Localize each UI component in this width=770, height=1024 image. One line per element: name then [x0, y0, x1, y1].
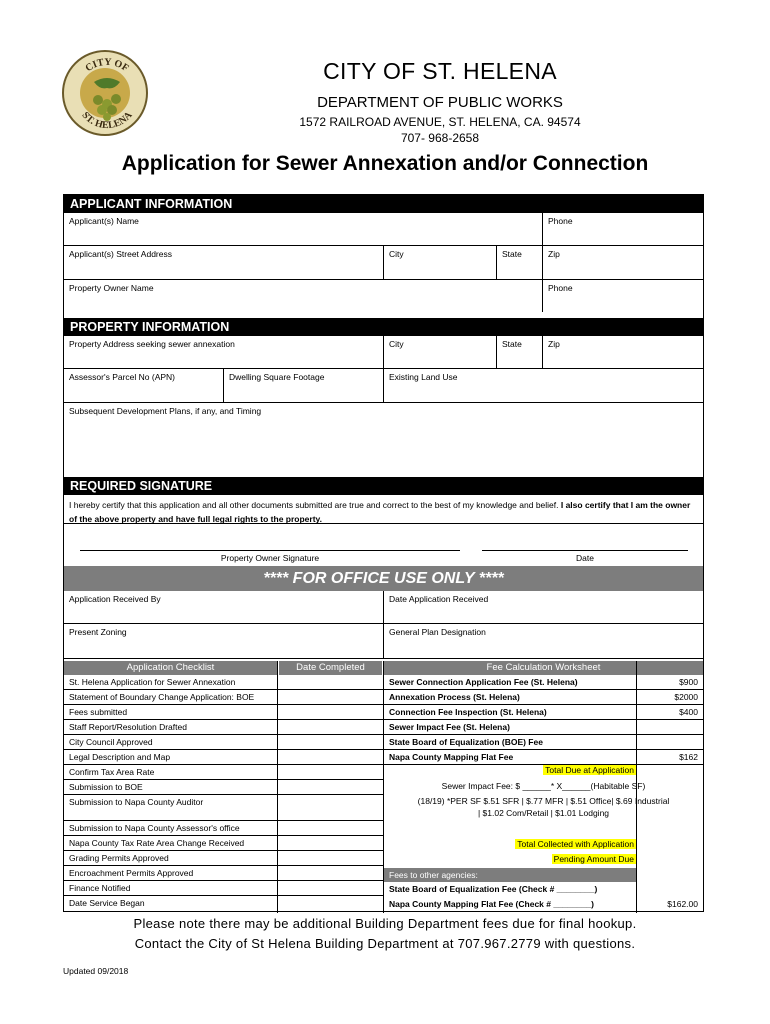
applicant-section-heading: APPLICANT INFORMATION — [64, 195, 703, 213]
checklist-item[interactable] — [64, 750, 383, 765]
column-divider — [277, 661, 278, 913]
property-city-label: City — [389, 339, 404, 349]
checklist-item-label: Legal Description and Map — [69, 752, 171, 762]
received-by-label: Application Received By — [69, 594, 161, 604]
footer-note-fees: Please note there may be additional Building Department fees due for final hookup. — [133, 916, 637, 931]
office-use-heading: **** FOR OFFICE USE ONLY **** — [64, 566, 703, 591]
pending-amount-label — [384, 854, 636, 864]
fee-amount — [636, 735, 703, 750]
fee-worksheet-heading: Fee Calculation Worksheet — [384, 661, 703, 675]
checklist-item-label: Submission to Napa County Assessor's office — [69, 823, 240, 833]
property-state-field[interactable] — [497, 336, 543, 369]
fee-row — [384, 690, 636, 705]
checklist-item-label: Encroachment Permits Approved — [69, 868, 194, 878]
amount-column-divider — [636, 661, 637, 913]
checklist-item[interactable] — [64, 795, 383, 821]
property-state-label: State — [502, 339, 522, 349]
applicant-city-field[interactable] — [384, 246, 497, 280]
other-agencies-heading: Fees to other agencies: — [384, 868, 636, 882]
fee-label: Napa County Mapping Flat Fee — [389, 752, 514, 762]
present-zoning-field[interactable] — [64, 624, 384, 659]
applicant-zip-label: Zip — [548, 249, 560, 259]
department-name: DEPARTMENT OF PUBLIC WORKS — [317, 94, 563, 111]
applicant-state-field[interactable] — [497, 246, 543, 280]
checklist-item[interactable] — [64, 705, 383, 720]
total-collected-text: Total Collected with Application — [517, 839, 634, 849]
city-seal-logo — [62, 50, 148, 136]
apn-label: Assessor's Parcel No (APN) — [69, 372, 176, 382]
seal-lettering — [64, 52, 150, 138]
applicant-zip-field[interactable] — [543, 246, 703, 280]
checklist-item-label: Confirm Tax Area Rate — [69, 767, 155, 777]
square-footage-field[interactable] — [224, 369, 384, 403]
fee-amount: $162 — [636, 750, 703, 765]
updated-date: Updated 09/2018 — [63, 966, 129, 976]
napa-check-amount: $162.00 — [667, 899, 698, 909]
pending-amount-text: Pending Amount Due — [553, 854, 634, 864]
department-address: 1572 RAILROAD AVENUE, ST. HELENA, CA. 94574 — [299, 115, 581, 129]
svg-text:ST. HELENA: ST. HELENA — [79, 109, 135, 132]
checklist-item[interactable] — [64, 765, 383, 780]
owner-phone-label: Phone — [548, 283, 573, 293]
date-received-field[interactable] — [384, 591, 703, 624]
fee-label: Sewer Connection Application Fee (St. Helena) — [389, 677, 578, 687]
owner-signature-line[interactable] — [80, 550, 460, 551]
applicant-state-label: State — [502, 249, 522, 259]
checklist-item-label: Statement of Boundary Change Application: BOE — [69, 692, 255, 702]
square-footage-label: Dwelling Square Footage — [229, 372, 325, 382]
checklist-item[interactable] — [64, 836, 383, 851]
total-due-label — [384, 765, 636, 775]
apn-field[interactable] — [64, 369, 224, 403]
fee-label: Annexation Process (St. Helena) — [389, 692, 520, 702]
fee-amount: $400 — [636, 705, 703, 720]
checklist-item-label: Grading Permits Approved — [69, 853, 169, 863]
application-form — [63, 194, 704, 912]
applicant-phone-label: Phone — [548, 216, 573, 226]
fee-amount — [636, 720, 703, 735]
signature-section-heading: REQUIRED SIGNATURE — [64, 477, 703, 495]
applicant-name-label: Applicant(s) Name — [69, 216, 139, 226]
fee-row — [384, 750, 636, 765]
existing-land-use-label: Existing Land Use — [389, 372, 458, 382]
applicant-street-label: Applicant(s) Street Address — [69, 249, 172, 259]
owner-phone-field[interactable] — [543, 280, 703, 312]
impact-fee-rates-cont: | $1.02 Com/Retail | $1.01 Lodging — [477, 808, 610, 818]
certification-owner-statement: I also certify that I am the owner of the above property and have full legal rights to the property. — [69, 500, 691, 524]
checklist-heading: Application Checklist — [64, 661, 277, 675]
department-phone: 707- 968-2658 — [400, 131, 480, 145]
form-title: Application for Sewer Annexation and/or Connection — [121, 152, 649, 175]
checklist-item[interactable] — [64, 851, 383, 866]
impact-fee-formula: Sewer Impact Fee: $ ______* X______(Habitable SF) — [441, 781, 646, 791]
checklist-item-label: St. Helena Application for Sewer Annexation — [69, 677, 236, 687]
divider — [64, 523, 703, 524]
total-due-text: Total Due at Application — [545, 765, 634, 775]
checklist-item-label: City Council Approved — [69, 737, 153, 747]
checklist-item-label: Fees submitted — [69, 707, 128, 717]
checklist-item[interactable] — [64, 896, 383, 913]
checklist-item[interactable] — [64, 720, 383, 735]
property-zip-label: Zip — [548, 339, 560, 349]
applicant-name-field[interactable] — [64, 213, 543, 246]
owner-signature-label: Property Owner Signature — [220, 553, 320, 563]
checklist-item[interactable] — [64, 821, 383, 836]
applicant-street-field[interactable] — [64, 246, 384, 280]
present-zoning-label: Present Zoning — [69, 627, 127, 637]
checklist-item-label: Napa County Tax Rate Area Change Received — [69, 838, 245, 848]
fee-row — [384, 720, 636, 735]
property-section-heading: PROPERTY INFORMATION — [64, 318, 703, 336]
checklist-item[interactable] — [64, 735, 383, 750]
checklist-item-label: Staff Report/Resolution Drafted — [69, 722, 187, 732]
general-plan-field[interactable] — [384, 624, 703, 659]
date-received-label: Date Application Received — [389, 594, 489, 604]
checklist-item[interactable] — [64, 780, 383, 795]
checklist-item-label: Finance Notified — [69, 883, 131, 893]
signature-date-line[interactable] — [482, 550, 688, 551]
fee-label: Connection Fee Inspection (St. Helena) — [389, 707, 547, 717]
property-zip-field[interactable] — [543, 336, 703, 369]
fee-row — [384, 675, 636, 690]
development-plans-field[interactable] — [64, 403, 703, 473]
property-city-field[interactable] — [384, 336, 497, 369]
received-by-field[interactable] — [64, 591, 384, 624]
date-completed-heading: Date Completed — [279, 661, 382, 675]
applicant-city-label: City — [389, 249, 404, 259]
fee-label: Sewer Impact Fee (St. Helena) — [389, 722, 510, 732]
footer-note-contact: Contact the City of St Helena Building Department at 707.967.2779 with questions. — [134, 936, 636, 951]
certification-statement: I hereby certify that this application and all other documents submitted are true and correct to the best of my knowledge and belief. — [69, 500, 559, 510]
general-plan-label: General Plan Designation — [389, 627, 486, 637]
impact-fee-rates: (18/19) *PER SF $.51 SFR | $.77 MFR | $.51 Office| $.69 Industrial — [417, 796, 670, 806]
checklist-item-label: Date Service Began — [69, 898, 145, 908]
applicant-phone-field[interactable] — [543, 213, 703, 246]
napa-check-label: Napa County Mapping Flat Fee (Check # ________) — [389, 899, 595, 909]
total-collected-label — [384, 839, 636, 849]
existing-land-use-field[interactable] — [384, 369, 703, 403]
property-address-label: Property Address seeking sewer annexation — [69, 339, 235, 349]
fee-row — [384, 735, 636, 750]
checklist-item-label: Submission to BOE — [69, 782, 143, 792]
boe-check-label: State Board of Equalization Fee (Check # ________) — [389, 884, 598, 894]
signature-date-label: Date — [576, 553, 594, 563]
checklist-item[interactable] — [64, 881, 383, 896]
owner-name-label: Property Owner Name — [69, 283, 154, 293]
property-address-field[interactable] — [64, 336, 384, 369]
checklist-item[interactable] — [64, 690, 383, 705]
development-plans-label: Subsequent Development Plans, if any, and Timing — [69, 406, 262, 416]
checklist-item[interactable] — [64, 866, 383, 881]
svg-text:CITY OF: CITY OF — [83, 56, 131, 75]
owner-name-field[interactable] — [64, 280, 543, 312]
fee-amount: $900 — [636, 675, 703, 690]
fee-amount: $2000 — [636, 690, 703, 705]
fee-label: State Board of Equalization (BOE) Fee — [389, 737, 543, 747]
fee-row — [384, 705, 636, 720]
city-name: CITY OF ST. HELENA — [323, 58, 557, 84]
checklist-item[interactable] — [64, 675, 383, 690]
checklist-item-label: Submission to Napa County Auditor — [69, 797, 204, 807]
